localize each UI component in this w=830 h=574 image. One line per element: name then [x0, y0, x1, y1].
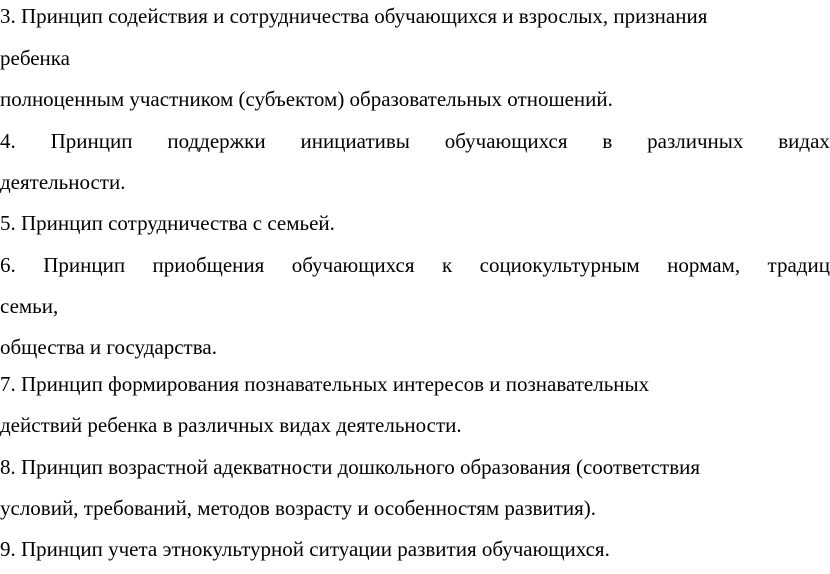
principle-8-line-2: условий, требований, методов возрасту и особенностям развития).: [0, 496, 596, 520]
word: Принцип: [43, 253, 126, 277]
principle-3-line-2: ребенка: [0, 46, 70, 70]
word: к: [441, 253, 453, 277]
principle-6-line-3: общества и государства.: [0, 335, 217, 359]
principle-7-line-1: 7. Принцип формирования познавательных интересов и познавательных: [0, 372, 650, 396]
principle-3-line-1: 3. Принцип содействия и сотрудничества обучающихся и взрослых, признания: [0, 4, 708, 28]
word: обучающихся: [444, 129, 568, 153]
principle-5-line-1: 5. Принцип сотрудничества с семьей.: [0, 211, 335, 235]
word: поддержки: [167, 129, 266, 153]
principle-9-line-1: 9. Принцип учета этнокультурной ситуации развития обучающихся.: [0, 537, 610, 561]
principle-7-line-2: действий ребенка в различных видах деятельности.: [0, 413, 462, 437]
principle-6-line-2: семьи,: [0, 294, 59, 318]
word: Принцип: [50, 129, 133, 153]
word: 4.: [0, 129, 16, 153]
word: различных: [647, 129, 744, 153]
principle-4-line-1: [0, 128, 830, 154]
word: нормам,: [667, 253, 741, 277]
word: инициативы: [300, 129, 410, 153]
word: 6.: [0, 253, 16, 277]
principle-3-line-3: полноценным участником (субъектом) образовательных отношений.: [0, 87, 613, 111]
word: в: [602, 129, 613, 153]
word: обучающихся: [291, 253, 415, 277]
principle-6-line-1: [0, 252, 830, 278]
principle-4-line-2: деятельности.: [0, 170, 126, 194]
principle-8-line-1: 8. Принцип возрастной адекватности дошкольного образования (соответствия: [0, 455, 701, 479]
word: приобщения: [152, 253, 265, 277]
word: видах: [778, 129, 830, 153]
word: социокультурным: [479, 253, 640, 277]
word: традиц: [767, 253, 830, 277]
